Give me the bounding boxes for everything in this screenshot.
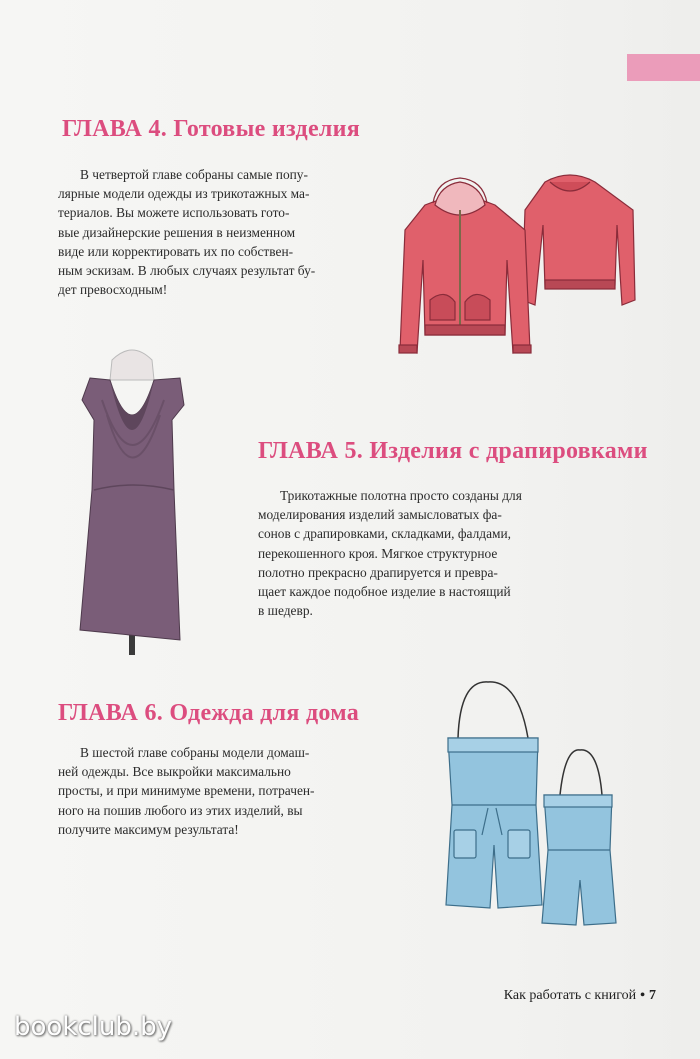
draped-dress-illustration [72,340,192,658]
chapter-6-line: ного на пошив любого из этих изделий, вы [58,802,303,818]
chapter-6-line: просты, и при минимуме времени, потрачен- [58,783,315,799]
chapter-6-line: получите максимум результата! [58,821,239,837]
chapter-5-line: Трикотажные полотна просто созданы для [280,488,522,503]
chapter-4-line: виде или корректировать их по собствен- [58,243,294,259]
chapter-5-line: щает каждое подобное изделие в настоящий [258,584,511,600]
chapter-4-heading: ГЛАВА 4. Готовые изделия [62,116,361,142]
chapter-6-heading: ГЛАВА 6. Одежда для дома [58,700,360,726]
hoodies-illustration [385,170,640,365]
mannequin-neck [110,350,154,380]
hoodie-back [522,175,635,305]
chapter-5-line: полотно прекрасно драпируется и превра- [258,564,498,580]
chapter-5-line: сонов с драпировками, складками, фалдами, [258,526,511,542]
chapter-4-line: вые дизайнерские решения в неизменном [58,224,296,240]
chapter-6-line: В шестой главе собраны модели домаш- [80,745,310,760]
footer-section-title: Как работать с книгой [503,988,637,1003]
chapter-4-text [58,165,328,299]
chapter-4-line: териалов. Вы можете использовать гото- [58,205,290,221]
chapter-5-line: моделирования изделий замысловатых фа- [258,507,502,523]
footer-bullet: • [640,988,645,1003]
chapter-6-line: ней одежды. Все выкройки максимально [58,764,291,780]
page-footer [504,988,656,1004]
chapter-5-heading: ГЛАВА 5. Изделия с драпировками [258,438,648,464]
romper-large [446,682,542,908]
chapter-5-line: в шедевр. [258,603,313,619]
chapter-6-text [58,743,336,839]
chapter-5-line: перекошенного кроя. Мягкое структурное [258,545,498,561]
chapter-4-line: В четвертой главе собраны самые попу- [80,167,308,182]
chapter-4-line: лярные модели одежды из трикотажных ма- [58,186,310,202]
rompers-illustration [440,680,620,928]
page-color-tab [627,54,700,81]
hoodie-front [399,178,531,353]
chapter-4-line: ным эскизам. В любых случаях результат бу- [58,263,316,279]
chapter-4-line: дет превосходным! [58,282,168,298]
watermark: bookclub.by [14,1012,173,1042]
romper-small [542,750,616,925]
chapter-5-text [258,486,554,620]
page-number: 7 [649,988,656,1003]
